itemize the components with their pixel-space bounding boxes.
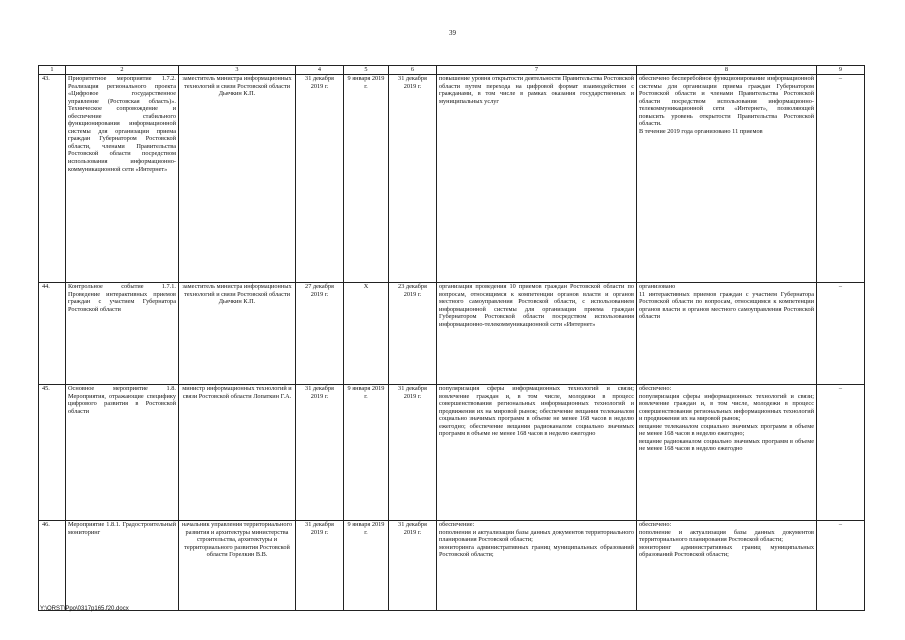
event-title-cell: Мероприятие 1.8.1. Градостроительный мониторинг bbox=[66, 521, 179, 611]
planned-date-cell: 31 декабря 2019 г. bbox=[296, 521, 344, 611]
actual-result-cell: обеспечено: пополнение и актуализация базы данных документов территориального планирования Ростовской области; мониторинг административных границ муниципальных образований Ростовской области; bbox=[637, 521, 817, 611]
table-row bbox=[39, 283, 865, 385]
table-row bbox=[39, 75, 865, 283]
actual-result-cell: обеспечено: популяризация сферы информационных технологий и связи; вовлечение граждан и, в том числе, молодежи в процесс совершенствования региональных информационных технологий и продвижения их на мировой рынок; вещание телеканалом социально значимых программ в объеме не менее 168 часов в неделю ежегодно; вещание радиоканалом социально значимых программ в объеме не менее 168 часов в неделю ежегодно bbox=[637, 385, 817, 521]
expected-result-cell: обеспечение: пополнения и актуализации базы данных документов территориального планирования Ростовской области; мониторинга административных границ муниципальных образований Ростовской области; bbox=[437, 521, 637, 611]
end-date-cell: 31 декабря 2019 г. bbox=[389, 75, 437, 283]
note-cell: – bbox=[817, 521, 865, 611]
column-number: 2 bbox=[66, 66, 179, 75]
actual-result-cell: организовано 11 интерактивных приемов граждан с участием Губернатора Ростовской области по вопросам, относящимся к компетенции органов власти и органов местного самоуправления Ростовской области bbox=[637, 283, 817, 385]
row-number-cell: 44. bbox=[39, 283, 66, 385]
event-title-cell: Контрольное событие 1.7.1. Проведение интерактивных приемов граждан с участием Губернатора Ростовской области bbox=[66, 283, 179, 385]
column-number: 8 bbox=[637, 66, 817, 75]
column-number: 4 bbox=[296, 66, 344, 75]
column-number: 5 bbox=[344, 66, 389, 75]
column-number: 9 bbox=[817, 66, 865, 75]
start-date-cell: Х bbox=[344, 283, 389, 385]
file-path-footer: Y:\ORST\Ppo\0317p165.f20.docx bbox=[40, 606, 129, 612]
page-number: 39 bbox=[449, 29, 456, 37]
event-title-cell: Приоритетное мероприятие 1.7.2. Реализация регионального проекта «Цифровое государственное управление (Ростовская область)». Техническое сопровождение и обеспечение стабильного функционирования информационной системы для организации приема граждан Губернатором Ростовской области, членами Правительства Ростовской области посредством использования информационно-коммуникационной сети «Интернет» bbox=[66, 75, 179, 283]
end-date-cell: 23 декабря 2019 г. bbox=[389, 283, 437, 385]
note-cell: – bbox=[817, 283, 865, 385]
event-title-cell: Основное мероприятие 1.8. Мероприятия, отражающие специфику цифрового развития в Ростовской области bbox=[66, 385, 179, 521]
responsible-person-cell: заместитель министра информационных технологий и связи Ростовской области Дьячкин К.П. bbox=[179, 75, 296, 283]
report-table bbox=[38, 65, 865, 611]
row-number-cell: 46. bbox=[39, 521, 66, 611]
planned-date-cell: 31 декабря 2019 г. bbox=[296, 385, 344, 521]
column-number: 6 bbox=[389, 66, 437, 75]
row-number-cell: 45. bbox=[39, 385, 66, 521]
responsible-person-cell: заместитель министра информационных технологий и связи Ростовской области Дьячкин К.П. bbox=[179, 283, 296, 385]
expected-result-cell: организация проведения 10 приемов граждан Ростовской области по вопросам, относящимся к компетенции органов власти и органов местного самоуправления Ростовской области, с использованием информационной системы для организации приема граждан Губернатором Ростовской области посредством использования информационно-телекоммуникационной сети «Интернет» bbox=[437, 283, 637, 385]
actual-result-cell: обеспечено бесперебойное функционирование информационной системы для организации приема граждан Губернатором Ростовской области и членами Правительства Ростовской области посредством использования информационно-телекоммуникационной сети «Интернет», позволяющей повысить уровень открытости Правительства Ростовской области. В течение 2019 года организовано 11 приемов bbox=[637, 75, 817, 283]
table-row bbox=[39, 385, 865, 521]
table-row bbox=[39, 521, 865, 611]
note-cell: – bbox=[817, 75, 865, 283]
column-number: 3 bbox=[179, 66, 296, 75]
expected-result-cell: повышение уровня открытости деятельности Правительства Ростовской области путем перехода на цифровой формат взаимодействия с гражданами, в том числе в рамках оказания государственных и муниципальных услуг bbox=[437, 75, 637, 283]
column-number: 7 bbox=[437, 66, 637, 75]
expected-result-cell: популяризация сферы информационных технологий и связи; вовлечение граждан и, в том числе, молодежи в процесс совершенствования региональных информационных технологий и продвижения их на мировой рынок; обеспечение вещания телеканалом социально значимых программ в объеме не менее 168 часов в неделю ежегодно; обеспечение вещания радиоканалом социально значимых программ в объеме не менее 168 часов в неделю ежегодно bbox=[437, 385, 637, 521]
row-number-cell: 43. bbox=[39, 75, 66, 283]
end-date-cell: 31 декабря 2019 г. bbox=[389, 521, 437, 611]
start-date-cell: 9 января 2019 г. bbox=[344, 385, 389, 521]
planned-date-cell: 31 декабря 2019 г. bbox=[296, 75, 344, 283]
planned-date-cell: 27 декабря 2019 г. bbox=[296, 283, 344, 385]
responsible-person-cell: начальник управления территориального развития и архитектуры министерства строительства, архитектуры и территориального развития Ростовской области Горелкин В.В. bbox=[179, 521, 296, 611]
start-date-cell: 9 января 2019 г. bbox=[344, 75, 389, 283]
end-date-cell: 31 декабря 2019 г. bbox=[389, 385, 437, 521]
note-cell: – bbox=[817, 385, 865, 521]
column-number: 1 bbox=[39, 66, 66, 75]
column-number-row bbox=[39, 66, 865, 75]
responsible-person-cell: министр информационных технологий и связи Ростовской области Лопаткин Г.А. bbox=[179, 385, 296, 521]
start-date-cell: 9 января 2019 г. bbox=[344, 521, 389, 611]
